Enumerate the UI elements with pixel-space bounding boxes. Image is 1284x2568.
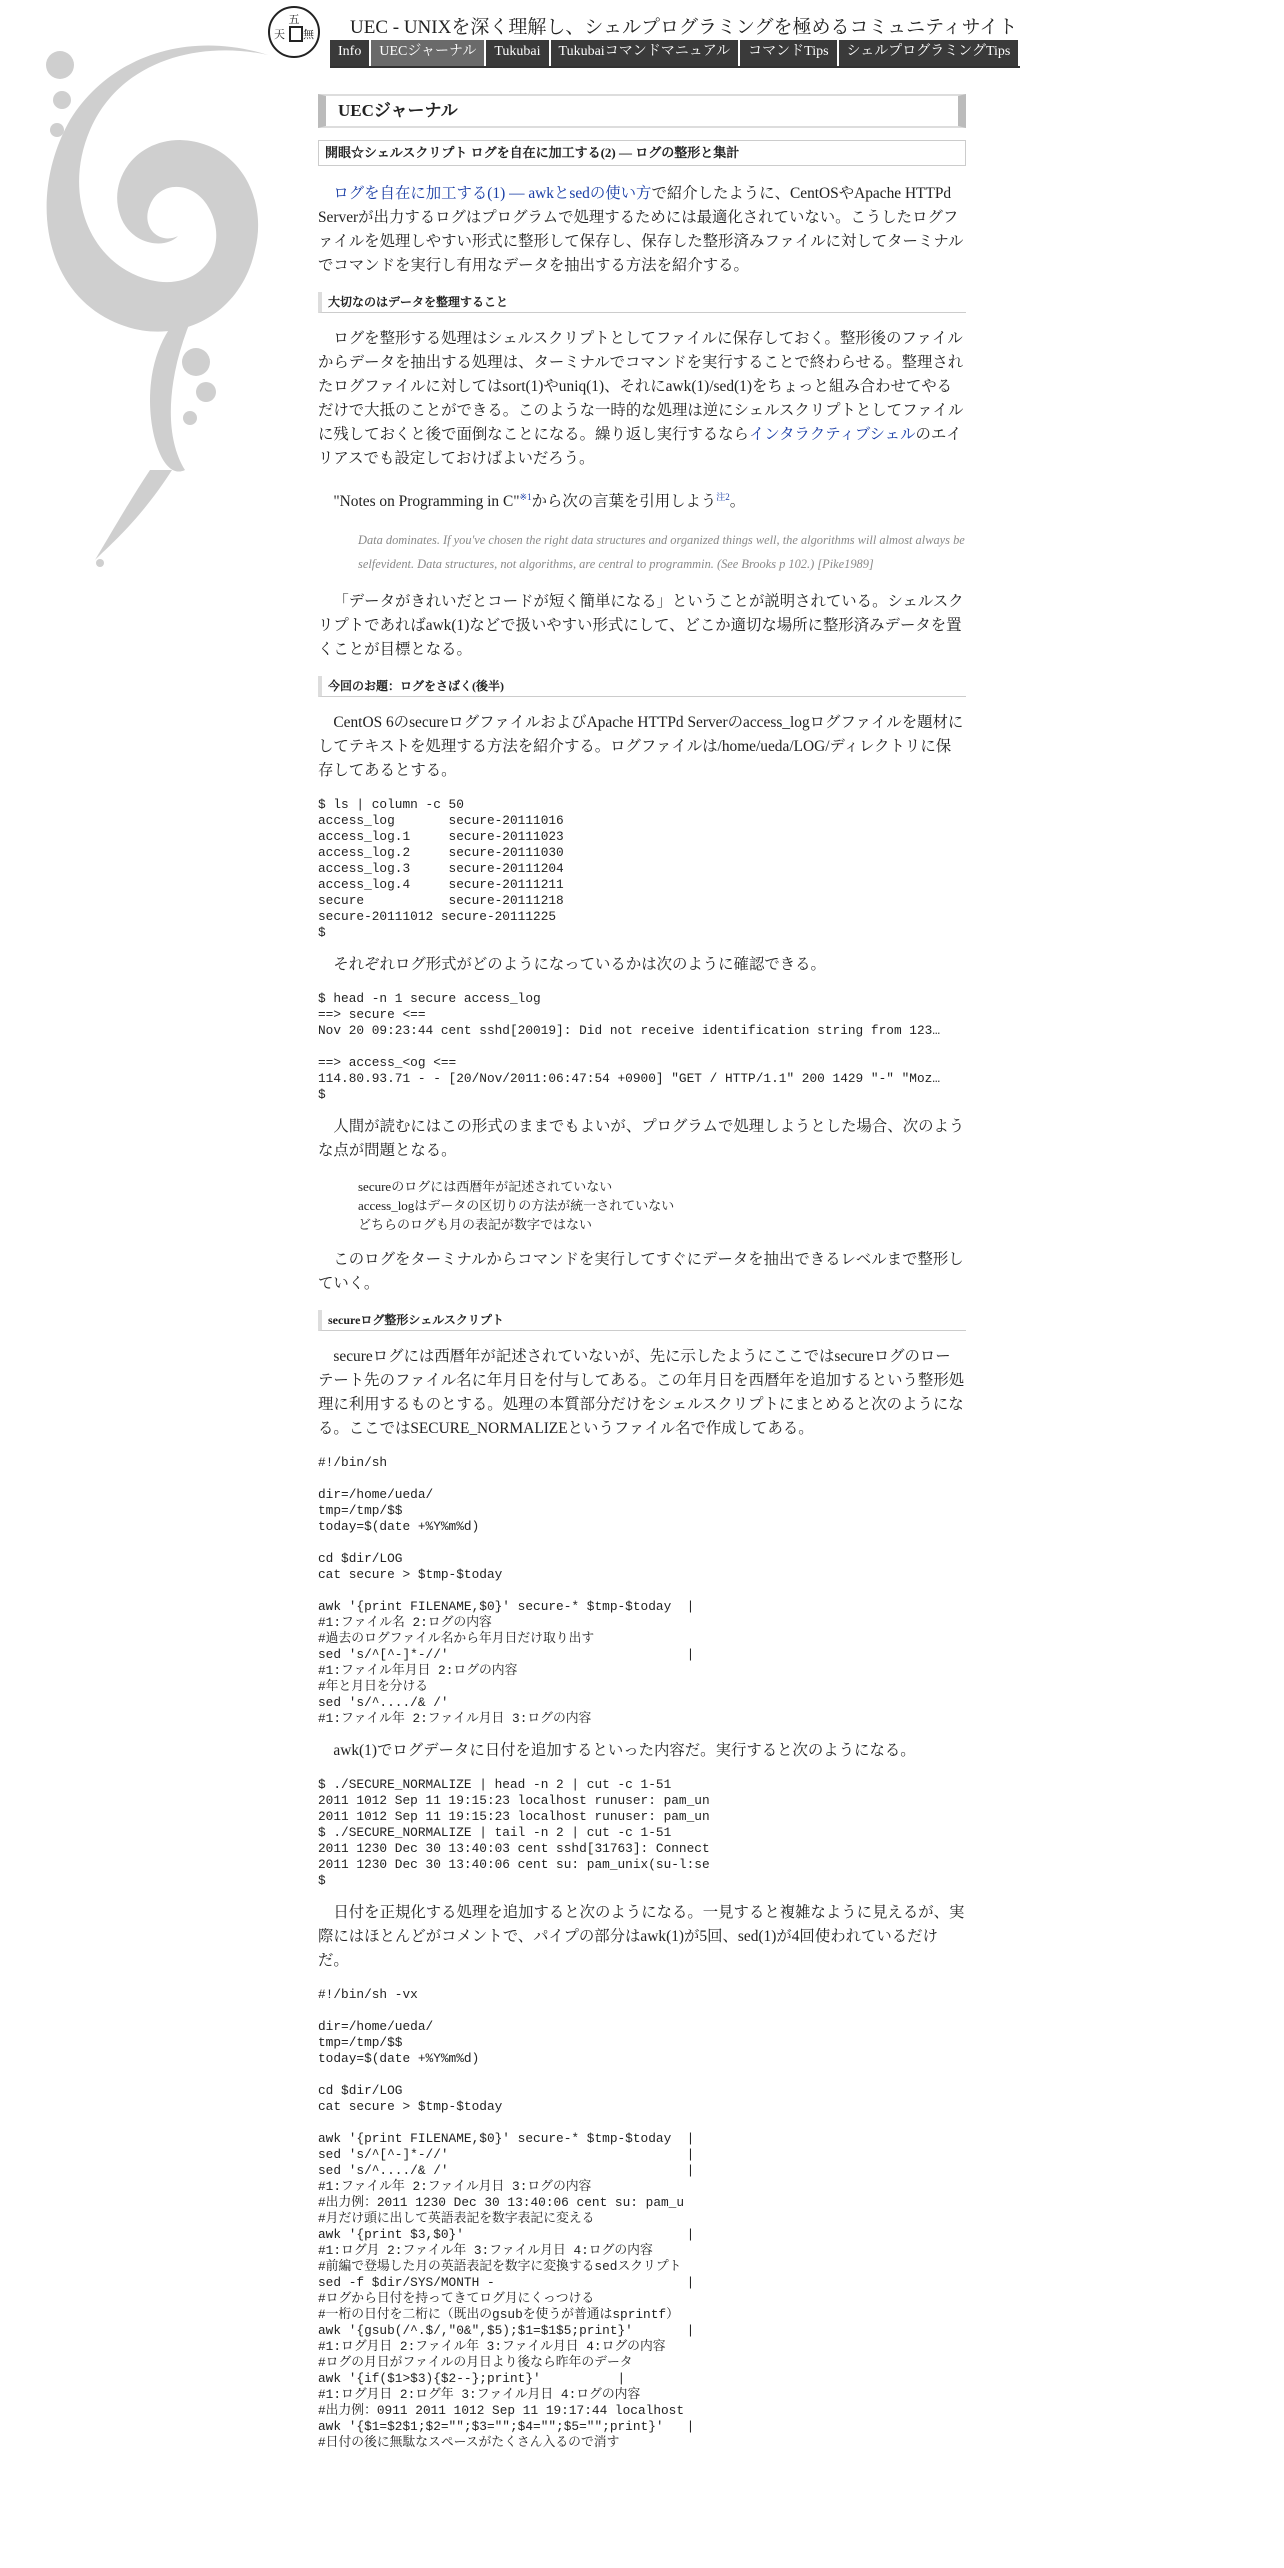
heading-data: 大切なのはデータを整理すること bbox=[318, 292, 966, 313]
check-paragraph: それぞれログ形式がどのようになっているかは次のように確認できる。 bbox=[333, 956, 826, 974]
code-line: cd $dir/LOG bbox=[318, 1551, 403, 1567]
article-title: 開眼☆シェルスクリプト ログを自在に加工する(2) — ログの整形と集計 bbox=[318, 140, 966, 166]
code-line: access_log.3 secure-20111204 bbox=[318, 861, 564, 877]
issue-list bbox=[318, 1177, 966, 1234]
code-line: access_log.1 secure-20111023 bbox=[318, 829, 564, 845]
code-line: #年と月日を分ける bbox=[318, 1679, 429, 1695]
code-line: $ ./SECURE_NORMALIZE | tail -n 2 | cut -c 1-51 bbox=[318, 1825, 672, 1841]
pike-quote: Data dominates. If you've chosen the right data structures and organized things well, the algorithms will almost always be selfevident. Data structures, not algorithms, are central to programmin. (See Brooks p 102.) [Pike1989] bbox=[358, 533, 965, 572]
heading-topic: 今回のお題：ログをさばく(後半) bbox=[318, 676, 966, 697]
data-paragraph bbox=[318, 327, 966, 471]
code-line bbox=[318, 2115, 966, 2131]
code-line: #1:ファイル年月日 2:ログの内容 bbox=[318, 1663, 518, 1679]
code-line: cat secure > $tmp-$today bbox=[318, 2099, 503, 2115]
nav-tukubai-manual[interactable]: Tukubaiコマンドマニュアル bbox=[551, 40, 741, 66]
code-line: #!/bin/sh bbox=[318, 1455, 388, 1471]
section-title: UECジャーナル bbox=[318, 94, 966, 128]
footnote-1-link[interactable]: ※1 bbox=[519, 492, 532, 502]
code-line: dir=/home/ueda/ bbox=[318, 2019, 434, 2035]
date-paragraph: 日付を正規化する処理を追加すると次のようになる。一見すると複雑なように見えるが、実際にはほとんどがコメントで、パイプの部分はawk(1)が5回、sed(1)が4回使われているだけだ。 bbox=[318, 1904, 965, 1970]
code-line: 2011 1230 Dec 30 13:40:03 cent sshd[31763]: Connect bbox=[318, 1841, 710, 1857]
code-line: $ bbox=[318, 925, 326, 941]
code-line: #出力例：2011 1230 Dec 30 13:40:06 cent su: pam_u bbox=[318, 2195, 685, 2211]
list-item: secureのログには西暦年が記述されていない bbox=[358, 1179, 613, 1195]
data-text: ログを整形する処理はシェルスクリプトとしてファイルに保存しておく。整形後のファイルからデータを抽出する処理は、ターミナルでコマンドを実行することで終わらせる。整理されたログファイルに対してはsort(1)やuniq(1)、それにawk(1)/sed(1)をちょっと組み合わせてやるだけで大抵のことができる。このような一時的な処理は逆にシェルスクリプトとしてファイルに残しておくと後で面倒なことになる。繰り返し実行するなら bbox=[318, 330, 964, 443]
problem-paragraph: 人間が読むにはこの形式のままでもよいが、プログラムで処理しようとした場合、次のような点が問題となる。 bbox=[318, 1118, 965, 1160]
quote-intro-text-3: 。 bbox=[729, 493, 746, 511]
awk-paragraph: awk(1)でログデータに日付を追加するといった内容だ。実行すると次のようになる。 bbox=[333, 1742, 916, 1760]
quote-intro-text-2: から次の言葉を引用しよう bbox=[531, 493, 717, 511]
topic-paragraph: CentOS 6のsecureログファイルおよびApache HTTPd Serverのaccess_logログファイルを題材にしてテキストを処理する方法を紹介する。ログファイルは/home/ueda/LOG/ディレクトリに保存してあるとする。 bbox=[318, 714, 964, 780]
code-line: awk '{gsub(/^.$/,"0&",$5);$1=$1$5;print}' | bbox=[318, 2323, 695, 2339]
main-content bbox=[318, 94, 966, 2463]
code-script-1 bbox=[318, 1455, 966, 1727]
code-run bbox=[318, 1777, 966, 1889]
code-line: #日付の後に無駄なスペースがたくさん入るので消す bbox=[318, 2435, 620, 2451]
code-line: sed 's/^[^-]*-//' | bbox=[318, 2147, 695, 2163]
code-line: #ログの月日がファイルの月日より後なら昨年のデータ bbox=[318, 2355, 633, 2371]
code-line bbox=[318, 2003, 966, 2019]
code-line bbox=[318, 1583, 966, 1599]
site-title: UEC - UNIXを深く理解し、シェルプログラミングを極めるコミュニティサイト bbox=[350, 17, 1018, 38]
heading-secure: secureログ整形シェルスクリプト bbox=[318, 1310, 966, 1331]
code-line bbox=[318, 1535, 966, 1551]
code-line: awk '{print $3,$0}' | bbox=[318, 2227, 695, 2243]
site-logo[interactable] bbox=[268, 6, 320, 58]
nav-tukubai[interactable]: Tukubai bbox=[486, 40, 550, 66]
code-line: #!/bin/sh -vx bbox=[318, 1987, 418, 2003]
code-line: today=$(date +%Y%m%d) bbox=[318, 2051, 480, 2067]
logo-box bbox=[289, 26, 303, 42]
code-line: #1:ログ月 2:ファイル年 3:ファイル月日 4:ログの内容 bbox=[318, 2243, 653, 2259]
secure-paragraph: secureログには西暦年が記述されていないが、先に示したようにここではsecureログのローテート先のファイル名に年月日を付与してある。この年月日を西暦年を追加するという整形処理に利用するものとする。処理の本質部分だけをシェルスクリプトにまとめると次のようになる。ここではSECURE_NORMALIZEというファイル名で作成してある。 bbox=[318, 1348, 965, 1438]
main-nav bbox=[330, 40, 1020, 68]
footnote-2-link[interactable]: 注2 bbox=[716, 492, 730, 502]
code-line: #1:ログ月日 2:ログ年 3:ファイル月日 4:ログの内容 bbox=[318, 2387, 641, 2403]
code-line: 2011 1012 Sep 11 19:15:23 localhost runuser: pam_un bbox=[318, 1809, 710, 1825]
code-line: sed -f $dir/SYS/MONTH - | bbox=[318, 2275, 695, 2291]
code-line: sed 's/^..../& /' | bbox=[318, 2163, 695, 2179]
code-line bbox=[318, 2067, 966, 2083]
code-line: #過去のログファイル名から年月日だけ取り出す bbox=[318, 1631, 595, 1647]
code-line: dir=/home/ueda/ bbox=[318, 1487, 434, 1503]
code-line: $ ls | column -c 50 bbox=[318, 797, 464, 813]
intro-text: で紹介したように、CentOSやApache HTTPd Serverが出力するログはプログラムで処理するためには最適化されていない。こうしたログファイルを処理しやすい形式に整形して保存し、保存した整形済みファイルに対してターミナルでコマンドを実行し有用なデータを抽出する方法を紹介する。 bbox=[318, 185, 964, 274]
code-line: secure-20111012 secure-20111225 bbox=[318, 909, 557, 925]
logo-glyph-top: 五 bbox=[288, 13, 300, 26]
list-item: どちらのログも月の表記が数字ではない bbox=[358, 1217, 593, 1233]
intro-paragraph bbox=[318, 182, 966, 278]
code-line: #1:ファイル年 2:ファイル月日 3:ログの内容 bbox=[318, 1711, 592, 1727]
code-ls bbox=[318, 797, 966, 941]
nav-uec-journal[interactable]: UECジャーナル bbox=[371, 40, 486, 66]
logo-glyph-right: 無 bbox=[303, 28, 314, 41]
code-line: $ bbox=[318, 1087, 326, 1103]
code-line: #ログから日付を持ってきてログ月にくっつける bbox=[318, 2291, 595, 2307]
spiral-decoration bbox=[0, 0, 300, 600]
code-line: access_log secure-20111016 bbox=[318, 813, 564, 829]
code-line: #一桁の日付を二桁に（既出のgsubを使うが普通はsprintf） bbox=[318, 2307, 679, 2323]
code-line: $ head -n 1 secure access_log bbox=[318, 991, 541, 1007]
code-line: sed 's/^..../& /' bbox=[318, 1695, 449, 1711]
code-line: #1:ファイル名 2:ログの内容 bbox=[318, 1615, 492, 1631]
list-item: access_logはデータの区切りの方法が統一されていない bbox=[358, 1198, 675, 1214]
code-line: access_log.4 secure-20111211 bbox=[318, 877, 564, 893]
code-line: awk '{$1=$2$1;$2="";$3="";$4="";$5="";print}' | bbox=[318, 2419, 695, 2435]
previous-article-link[interactable]: ログを自在に加工する(1) — awkとsedの使い方 bbox=[333, 185, 652, 202]
data-text-end: のエイリアスでも設定しておけばよいだろう。 bbox=[318, 426, 962, 467]
nav-info[interactable]: Info bbox=[330, 40, 371, 66]
code-line: 114.80.93.71 - - [20/Nov/2011:06:47:54 +0900] "GET / HTTP/1.1" 200 1429 "-" "Moz… bbox=[318, 1071, 941, 1087]
code-line: awk '{print FILENAME,$0}' secure-* $tmp-$today | bbox=[318, 2131, 695, 2147]
code-line: 2011 1012 Sep 11 19:15:23 localhost runuser: pam_un bbox=[318, 1793, 710, 1809]
code-line: Nov 20 09:23:44 cent sshd[20019]: Did not receive identification string from 123… bbox=[318, 1023, 941, 1039]
code-line: sed 's/^[^-]*-//' | bbox=[318, 1647, 695, 1663]
quote-intro-paragraph bbox=[318, 485, 966, 514]
code-line: tmp=/tmp/$$ bbox=[318, 1503, 403, 1519]
logo-glyph-left: 天 bbox=[274, 28, 285, 41]
code-line: cd $dir/LOG bbox=[318, 2083, 403, 2099]
nav-command-tips[interactable]: コマンドTips bbox=[740, 40, 838, 66]
code-line: $ ./SECURE_NORMALIZE | head -n 2 | cut -c 1-51 bbox=[318, 1777, 672, 1793]
code-line: today=$(date +%Y%m%d) bbox=[318, 1519, 480, 1535]
code-head bbox=[318, 991, 966, 1103]
code-line bbox=[318, 1039, 966, 1055]
quote-intro-text: "Notes on Programming in C" bbox=[333, 493, 520, 511]
code-line: #月だけ頭に出して英語表記を数字表記に変える bbox=[318, 2211, 595, 2227]
code-line: #1:ファイル年 2:ファイル月日 3:ログの内容 bbox=[318, 2179, 592, 2195]
code-line: ==> secure <== bbox=[318, 1007, 426, 1023]
code-line: #出力例：0911 2011 1012 Sep 11 19:17:44 localhost bbox=[318, 2403, 685, 2419]
code-line: tmp=/tmp/$$ bbox=[318, 2035, 403, 2051]
code-line: #前編で登場した月の英語表記を数字に変換するsedスクリプト bbox=[318, 2259, 682, 2275]
code-line: $ bbox=[318, 1873, 326, 1889]
code-line: 2011 1230 Dec 30 13:40:06 cent su: pam_unix(su-l:se bbox=[318, 1857, 710, 1873]
code-line: awk '{if($1>$3){$2--};print}' | bbox=[318, 2371, 626, 2387]
interactive-shell-link[interactable]: インタラクティブシェル bbox=[748, 426, 916, 443]
nav-shell-tips[interactable]: シェルプログラミングTips bbox=[839, 40, 1021, 66]
level-paragraph: このログをターミナルからコマンドを実行してすぐにデータを抽出できるレベルまで整形していく。 bbox=[318, 1251, 964, 1293]
code-line bbox=[318, 1471, 966, 1487]
code-line: #1:ログ月日 2:ファイル年 3:ファイル月日 4:ログの内容 bbox=[318, 2339, 666, 2355]
code-line: cat secure > $tmp-$today bbox=[318, 1567, 503, 1583]
code-line: ==> access_<og <== bbox=[318, 1055, 457, 1071]
code-script-2 bbox=[318, 1987, 966, 2451]
code-line: awk '{print FILENAME,$0}' secure-* $tmp-$today | bbox=[318, 1599, 695, 1615]
code-line: access_log.2 secure-20111030 bbox=[318, 845, 564, 861]
code-line: secure secure-20111218 bbox=[318, 893, 564, 909]
after-quote-paragraph: 「データがきれいだとコードが短く簡単になる」ということが説明されている。シェルスクリプトであればawk(1)などで扱いやすい形式にして、どこか適切な場所に整形済みデータを置くことが目標となる。 bbox=[318, 593, 964, 659]
